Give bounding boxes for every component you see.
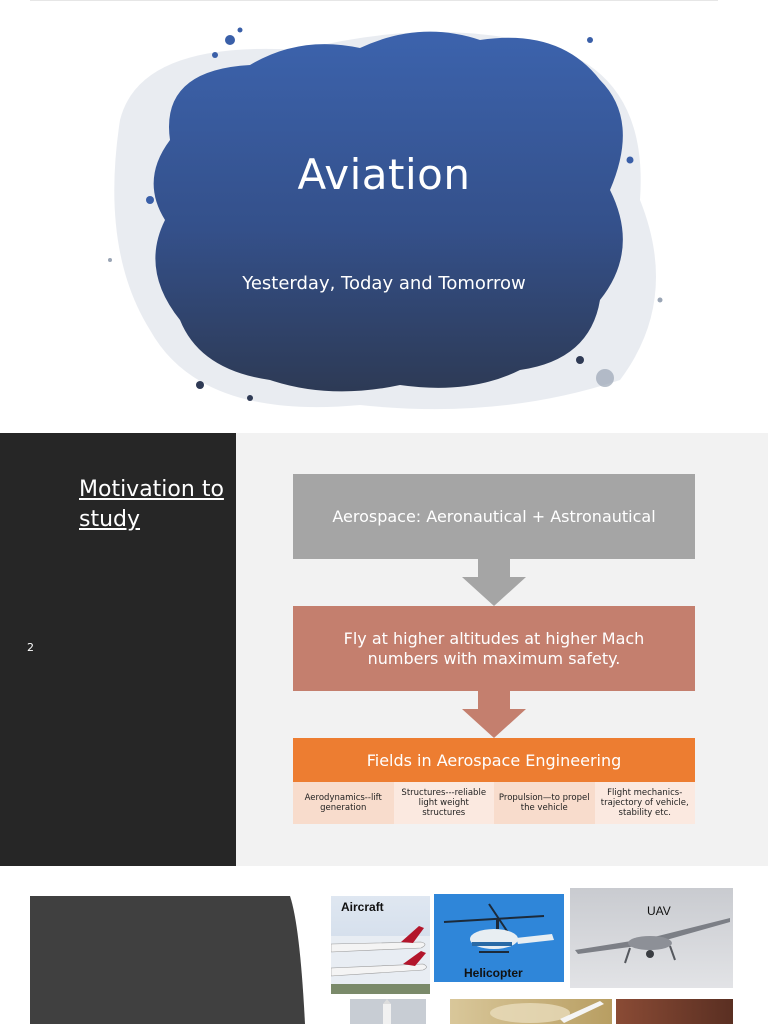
dark-side-panel [0, 866, 320, 1024]
rocket-photo [350, 999, 426, 1024]
field-propulsion: Propulsion—to propel the vehicle [498, 793, 590, 813]
fields-list [293, 782, 695, 824]
missile-photo [450, 999, 612, 1024]
slide-title [0, 0, 768, 433]
helicopter-label: Helicopter [464, 966, 523, 980]
field-flight-mechanics: Flight mechanics-trajectory of vehicle, stability etc. [595, 782, 696, 824]
down-arrow-icon [462, 691, 526, 738]
fields-header-box: Fields in Aerospace Engineering [293, 738, 695, 782]
down-arrow-icon [462, 559, 526, 606]
uav-label: UAV [647, 904, 671, 918]
aircraft-photo [331, 896, 430, 994]
presentation-title: Aviation [297, 150, 471, 199]
uav-photo [570, 888, 733, 988]
page-number: 2 [27, 641, 34, 654]
rocket-icon [350, 999, 426, 1024]
field-aerodynamics: Aerodynamics--lift generation [304, 793, 382, 813]
missile-icon [450, 999, 612, 1024]
slide-motivation [0, 433, 768, 866]
slide-heading: Motivation to study [79, 477, 224, 532]
aerospace-box: Aerospace: Aeronautical + Astronautical [293, 474, 695, 559]
drone-icon [570, 888, 733, 988]
hangar-photo [616, 999, 733, 1024]
goal-box: Fly at higher altitudes at higher Mach numbers with maximum safety. [293, 606, 695, 691]
helicopter-photo [434, 894, 564, 982]
slide-sidebar [0, 433, 236, 866]
paint-splash-graphic [0, 0, 768, 433]
field-structures: Structures---reliable light weight structures [394, 782, 495, 824]
presentation-subtitle: Yesterday, Today and Tomorrow [242, 273, 526, 294]
aircraft-label: Aircraft [341, 900, 384, 914]
slide-vehicle-types [0, 866, 768, 1024]
